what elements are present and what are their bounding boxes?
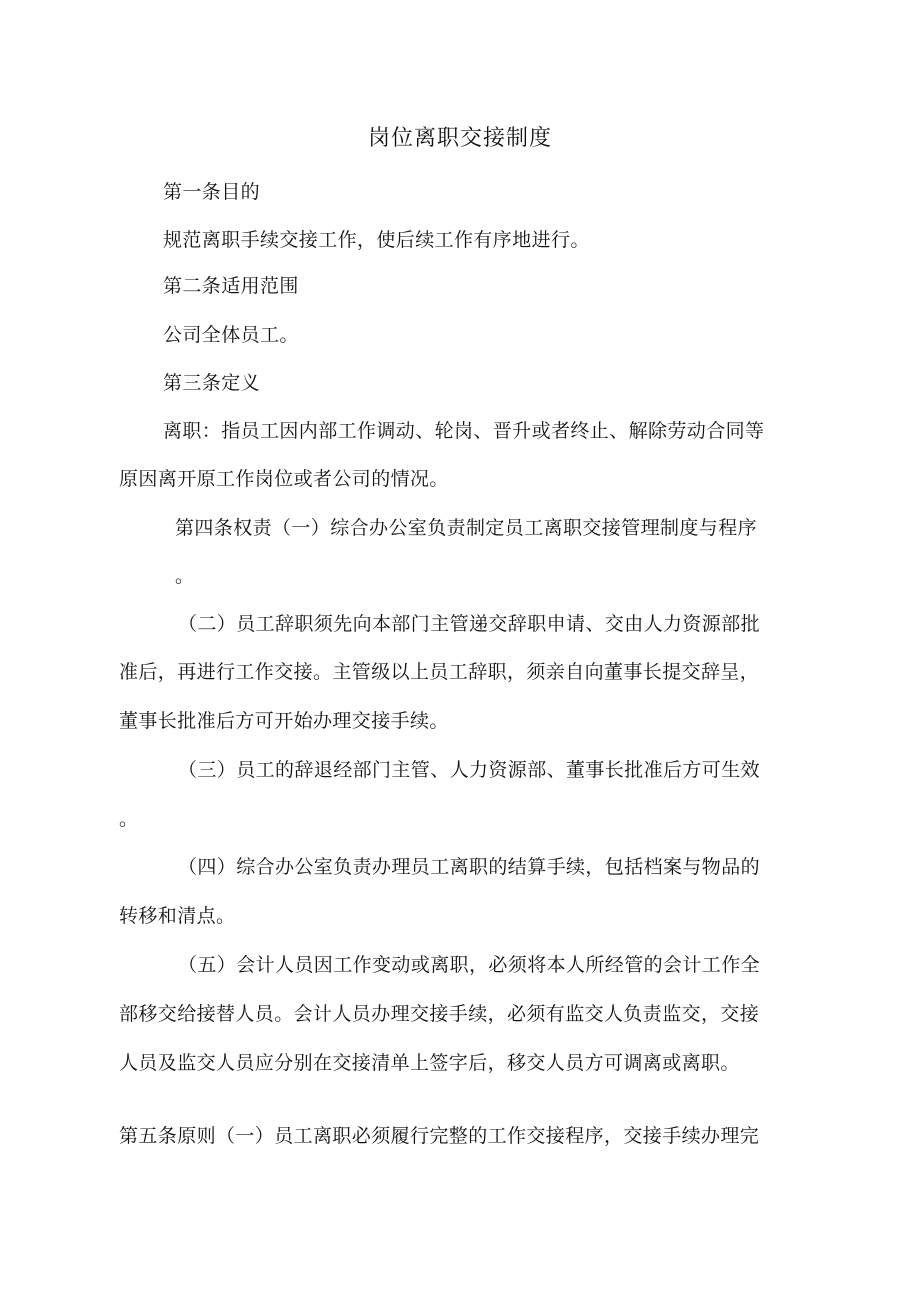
article-4-item-2-line-2: 准后，再进行工作交接。主管级以上员工辞职，须亲自向董事长提交辞呈， [119,661,760,683]
article-1-heading: 第一条目的 [163,181,261,203]
article-2-heading: 第二条适用范围 [163,275,299,297]
article-4-item-2-line-3: 董事长批准后方可开始办理交接手续。 [119,710,449,732]
article-4-item-3-line-2: 。 [119,808,139,830]
document-title: 岗位离职交接制度 [367,126,552,151]
article-3-text-line-2: 原因离开原工作岗位或者公司的情况。 [119,468,449,490]
article-4-item-5-line-2: 部移交给接替人员。会计人员办理交接手续，必须有监交人负责监交，交接 [119,1003,760,1025]
article-4-item-2-line-1: （二）员工辞职须先向本部门主管递交辞职申请、交由人力资源部批 [178,613,761,635]
article-4-item-3-line-1: （三）员工的辞退经部门主管、人力资源部、董事长批准后方可生效 [178,759,761,781]
article-5-heading: 第五条原则（一）员工离职必须履行完整的工作交接程序，交接手续办理完 [119,1125,760,1147]
article-3-heading: 第三条定义 [163,372,261,394]
article-4-item-5-line-1: （五）会计人员因工作变动或离职，必须将本人所经管的会计工作全 [178,954,761,976]
article-1-text: 规范离职手续交接工作，使后续工作有序地进行。 [163,229,590,251]
article-3-text-line-1: 离职：指员工因内部工作调动、轮岗、晋升或者终止、解除劳动合同等 [163,420,765,442]
article-4-item-4-line-2: 转移和清点。 [119,905,236,927]
article-4-heading-line-2: 。 [175,565,195,587]
article-4-item-5-line-3: 人员及监交人员应分别在交接清单上签字后，移交人员方可调离或离职。 [119,1052,740,1074]
article-4-item-4-line-1: （四）综合办公室负责办理员工离职的结算手续，包括档案与物品的 [178,856,761,878]
article-4-heading-line-1: 第四条权责（一）综合办公室负责制定员工离职交接管理制度与程序 [175,517,758,539]
article-2-text: 公司全体员工。 [163,324,299,346]
